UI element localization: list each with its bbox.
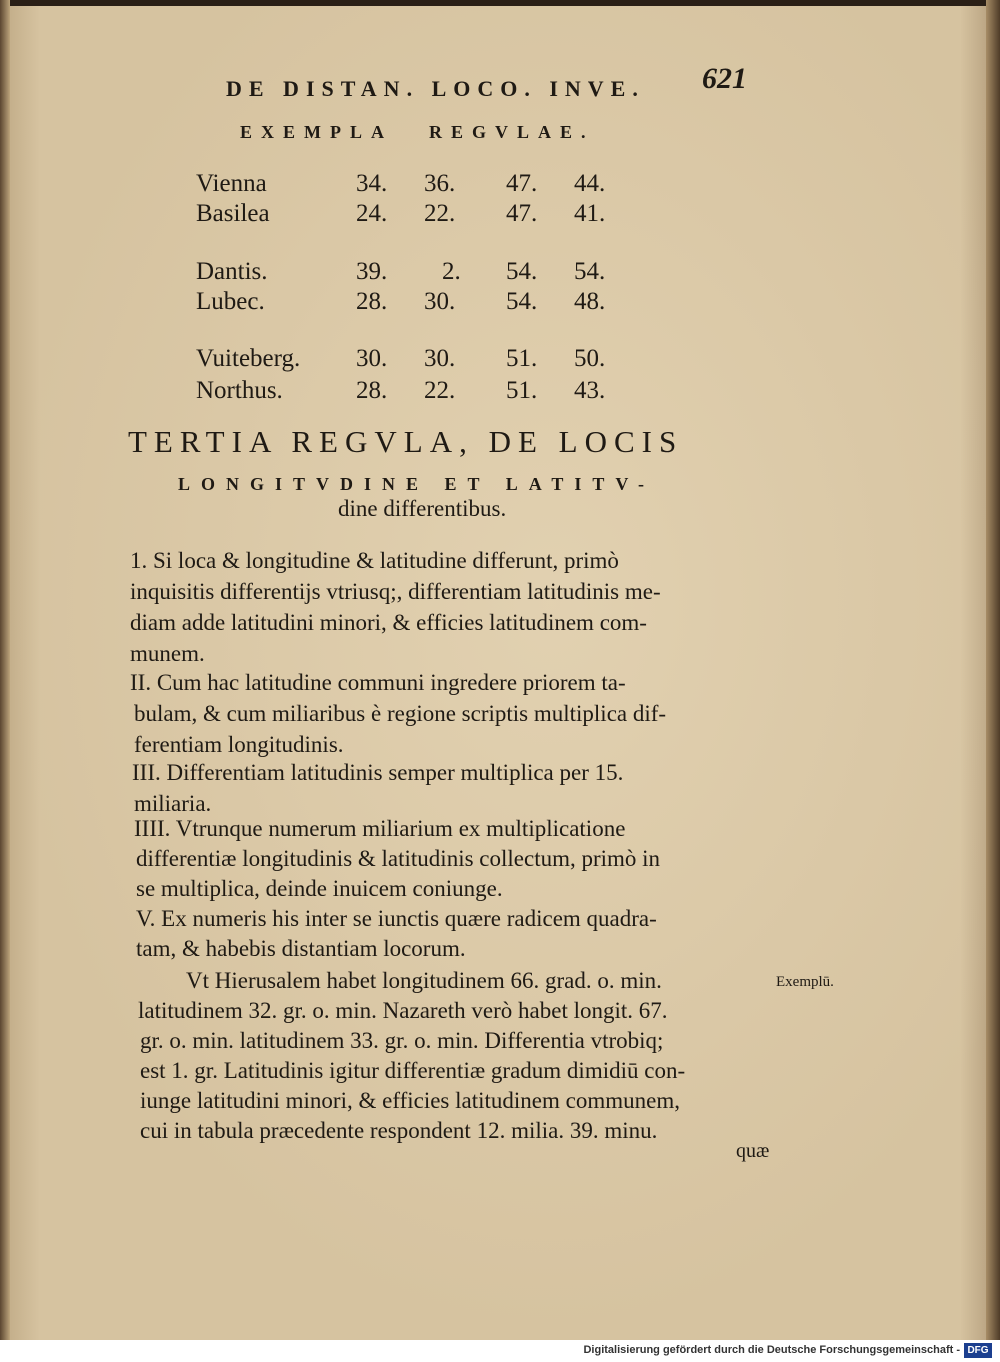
body-line: ferentiam longitudinis. [134, 732, 344, 757]
dfg-logo-icon: DFG [964, 1343, 992, 1358]
body-line: est 1. gr. Latitudinis igitur differentiæ gradum dimidiū con- [140, 1058, 686, 1083]
city-name: Lubec. [196, 288, 265, 315]
page-right-edge [986, 0, 1000, 1340]
city-value: 47. [506, 170, 538, 197]
body-line: munem. [130, 641, 205, 666]
city-value: 30. [356, 345, 388, 372]
footer-credit: Digitalisierung gefördert durch die Deutsche Forschungsgemeinschaft - [583, 1344, 960, 1356]
page-left-edge [0, 0, 10, 1340]
body-line: inquisitis differentijs vtriusq;, differentiam latitudinis me- [130, 579, 661, 604]
city-name: Vuiteberg. [196, 345, 301, 372]
body-line: IIII. Vtrunque numerum miliarium ex multiplicatione [134, 816, 626, 841]
city-value: 54. [506, 258, 538, 285]
digitization-footer [0, 1340, 1000, 1362]
body-line: iunge latitudini minori, & efficies latitudinem communem, [140, 1088, 680, 1113]
city-value: 51. [506, 345, 538, 372]
city-value: 48. [574, 288, 606, 315]
section-subtitle-continued: dine differentibus. [338, 496, 507, 521]
city-value: 30. [424, 345, 456, 372]
city-value: 30. [424, 288, 456, 315]
city-value: 41. [574, 200, 606, 227]
city-value: 34. [356, 170, 388, 197]
city-value: 28. [356, 288, 388, 315]
examples-heading [240, 122, 595, 143]
section-subtitle: LONGITVDINE ET LATITV- [178, 474, 656, 494]
city-value: 44. [574, 170, 606, 197]
body-line: latitudinem 32. gr. o. min. Nazareth verò habet longit. 67. [138, 998, 668, 1023]
city-value: 2. [442, 258, 461, 285]
city-name: Dantis. [196, 258, 268, 285]
city-name: Northus. [196, 377, 283, 404]
page-top-edge [0, 0, 1000, 6]
catchword: quæ [736, 1140, 770, 1162]
body-line: se multiplica, deinde inuicem coniunge. [136, 876, 503, 901]
section-title: TERTIA REGVLA, DE LOCIS [128, 424, 684, 459]
city-value: 54. [506, 288, 538, 315]
city-value: 47. [506, 200, 538, 227]
body-line: tam, & habebis distantiam locorum. [136, 936, 466, 961]
city-value: 36. [424, 170, 456, 197]
body-line: cui in tabula præcedente respondent 12. milia. 39. minu. [140, 1118, 658, 1143]
running-title: DE DISTAN. LOCO. INVE. [226, 76, 645, 101]
body-line: gr. o. min. latitudinem 33. gr. o. min. Differentia vtrobiq; [140, 1028, 664, 1053]
body-line: V. Ex numeris his inter se iunctis quære radicem quadra- [136, 906, 657, 931]
city-value: 28. [356, 377, 388, 404]
body-line: Vt Hierusalem habet longitudinem 66. grad. o. min. [186, 968, 662, 993]
city-value: 22. [424, 377, 456, 404]
body-line: diam adde latitudini minori, & efficies latitudinem com- [130, 610, 647, 635]
city-name: Basilea [196, 200, 270, 227]
margin-note: Exemplū. [776, 974, 834, 990]
city-value: 51. [506, 377, 538, 404]
body-line: II. Cum hac latitudine communi ingredere priorem ta- [130, 670, 626, 695]
city-value: 24. [356, 200, 388, 227]
body-line: III. Differentiam latitudinis semper multiplica per 15. [132, 760, 624, 785]
city-value: 54. [574, 258, 606, 285]
examples-heading-left: EXEMPLA [240, 122, 393, 142]
page-number: 621 [702, 62, 747, 95]
body-line: 1. Si loca & longitudine & latitudine differunt, primò [130, 548, 619, 573]
city-value: 43. [574, 377, 606, 404]
body-line: differentiæ longitudinis & latitudinis collectum, primò in [136, 846, 661, 871]
body-line: bulam, & cum miliaribus è regione scriptis multiplica dif- [134, 701, 667, 726]
city-name: Vienna [196, 170, 267, 197]
examples-heading-right: REGVLAE. [429, 122, 595, 142]
city-value: 22. [424, 200, 456, 227]
body-line: miliaria. [134, 791, 212, 816]
city-value: 50. [574, 345, 606, 372]
city-value: 39. [356, 258, 388, 285]
